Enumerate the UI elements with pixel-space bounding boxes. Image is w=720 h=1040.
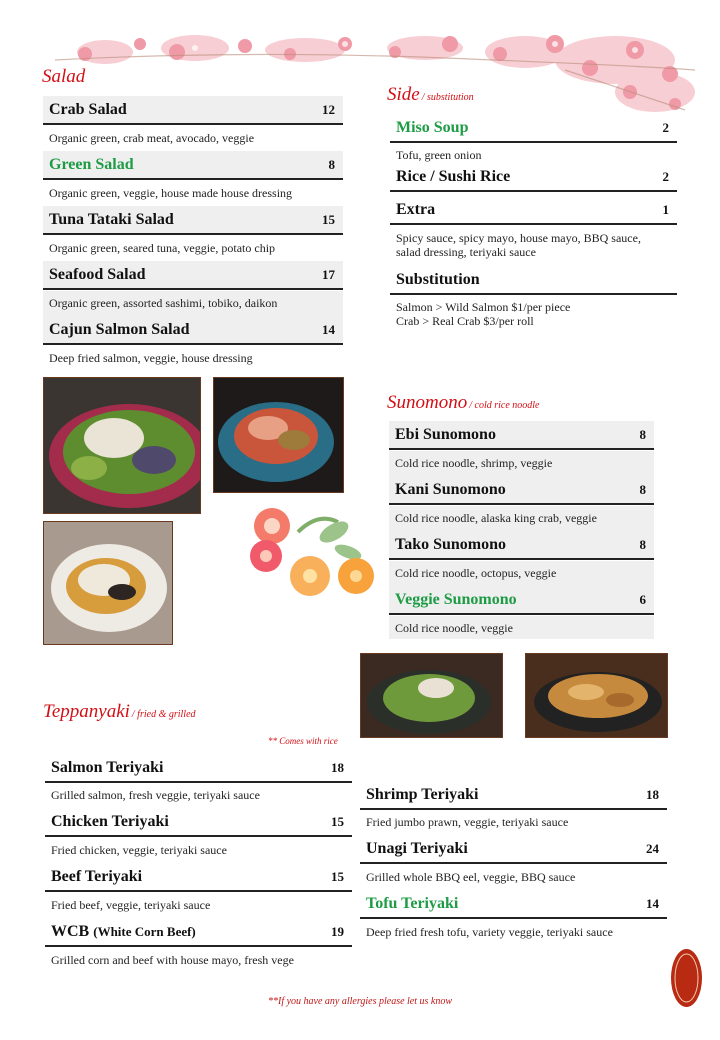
item-name: Green Salad: [49, 155, 134, 173]
menu-item-shrimp-teriyaki: [360, 781, 667, 810]
teppanyaki-photo-2: [525, 653, 668, 738]
item-description: Organic green, crab meat, avocado, veggie: [49, 131, 255, 145]
menu-item-crab-salad: [43, 96, 343, 125]
item-description: [390, 295, 677, 331]
menu-item-wcb: [45, 918, 352, 947]
menu-item-seafood-salad: [43, 261, 343, 290]
item-price: 12: [322, 101, 335, 117]
item-name-sub: (White Corn Beef): [93, 923, 196, 939]
salad-photo-2: [213, 377, 344, 493]
item-name: Cajun Salmon Salad: [49, 320, 190, 338]
item-name: Unagi Teriyaki: [366, 839, 468, 857]
item-name: Kani Sunomono: [395, 480, 506, 498]
item-price: 2: [662, 168, 669, 184]
menu-item-cajun-salmon-salad: [43, 316, 343, 345]
menu-item-substitution: [390, 266, 677, 295]
menu-item-miso-soup: [390, 114, 677, 143]
item-description: Deep fried fresh tofu, variety veggie, teriyaki sauce: [366, 925, 613, 939]
item-description-line: Spicy sauce, spicy mayo, house mayo, BBQ sauce,: [396, 231, 641, 245]
menu-item-green-salad: [43, 151, 343, 180]
item-price: 8: [639, 481, 646, 497]
menu-item-tuna-tataki-salad: [43, 206, 343, 235]
menu-item-unagi-teriyaki: [360, 835, 667, 864]
menu-item-kani-sunomono: [389, 476, 654, 505]
item-name: [51, 923, 196, 941]
item-price: 19: [331, 923, 344, 939]
item-description: Cold rice noodle, veggie: [389, 616, 654, 639]
item-name-main: WCB: [51, 922, 90, 940]
item-name: Extra: [396, 200, 436, 218]
menu-item-salmon-teriyaki: [45, 754, 352, 783]
item-price: 8: [639, 426, 646, 442]
teppanyaki-section-title: Teppanyaki / fried & grilled: [43, 701, 196, 722]
salad-photo-1: [43, 377, 201, 514]
item-description: Grilled corn and beef with house mayo, fresh vege: [51, 953, 294, 967]
item-description: Cold rice noodle, shrimp, veggie: [389, 451, 654, 476]
item-name: Tofu Teriyaki: [366, 894, 459, 912]
item-description: Grilled whole BBQ eel, veggie, BBQ sauce: [366, 870, 576, 884]
item-name: Seafood Salad: [49, 265, 146, 283]
item-description: Cold rice noodle, octopus, veggie: [389, 561, 654, 586]
item-price: 1: [662, 201, 669, 217]
item-price: 15: [331, 813, 344, 829]
item-description: Organic green, veggie, house made house dressing: [49, 186, 293, 200]
item-description-line: Crab > Real Crab $3/per roll: [396, 314, 534, 328]
item-name: Substitution: [396, 270, 480, 288]
menu-item-beef-teriyaki: [45, 863, 352, 892]
item-description: Organic green, seared tuna, veggie, potato chip: [49, 241, 276, 255]
item-description: Organic green, assorted sashimi, tobiko, daikon: [43, 291, 343, 316]
item-name: Chicken Teriyaki: [51, 812, 169, 830]
item-price: 15: [322, 211, 335, 227]
item-price: 24: [646, 840, 659, 856]
salad-photo-3: [43, 521, 173, 645]
salad-section-title: Salad: [42, 66, 86, 87]
item-description: Fried beef, veggie, teriyaki sauce: [51, 898, 211, 912]
menu-item-chicken-teriyaki: [45, 808, 352, 837]
allergy-note: **If you have any allergies please let us know: [267, 996, 453, 1007]
item-description: [390, 226, 677, 262]
item-description-line: Salmon > Wild Salmon $1/per piece: [396, 300, 571, 314]
item-description: Cold rice noodle, alaska king crab, veggie: [389, 506, 654, 531]
menu-item-ebi-sunomono: [389, 421, 654, 450]
item-price: 14: [646, 895, 659, 911]
sunomono-section-title: Sunomono / cold rice noodle: [387, 392, 540, 413]
menu-item-tofu-teriyaki: [360, 890, 667, 919]
item-price: 15: [331, 868, 344, 884]
item-description: Fried jumbo prawn, veggie, teriyaki sauce: [366, 815, 569, 829]
comes-with-rice-note: ** Comes with rice: [268, 736, 338, 746]
item-description: Grilled salmon, fresh veggie, teriyaki sauce: [51, 788, 260, 802]
menu-item-tako-sunomono: [389, 531, 654, 560]
item-price: 17: [322, 266, 335, 282]
item-price: 8: [328, 156, 335, 172]
item-description: Deep fried salmon, veggie, house dressing: [49, 351, 253, 365]
menu-item-extra: [390, 196, 677, 225]
teppanyaki-photo-1: [360, 653, 503, 738]
item-name: Rice / Sushi Rice: [396, 167, 511, 185]
item-name: Beef Teriyaki: [51, 867, 143, 885]
menu-item-rice: [390, 163, 677, 192]
item-name: Crab Salad: [49, 100, 127, 118]
item-description-line: salad dressing, teriyaki sauce: [396, 245, 536, 259]
menu-item-veggie-sunomono: [389, 586, 654, 615]
page-badge-decoration: [670, 948, 703, 1008]
item-name: Ebi Sunomono: [395, 425, 496, 443]
side-section-title: Side / substitution: [387, 84, 474, 105]
item-name: Salmon Teriyaki: [51, 758, 164, 776]
item-name: Shrimp Teriyaki: [366, 785, 479, 803]
item-price: 18: [646, 786, 659, 802]
item-price: 8: [639, 536, 646, 552]
item-name: Veggie Sunomono: [395, 590, 517, 608]
item-description: Fried chicken, veggie, teriyaki sauce: [51, 843, 227, 857]
item-name: Tako Sunomono: [395, 535, 507, 553]
flower-decoration: [238, 492, 388, 622]
item-price: 6: [639, 591, 646, 607]
item-name: Tuna Tataki Salad: [49, 210, 174, 228]
item-price: 18: [331, 759, 344, 775]
item-name: Miso Soup: [396, 118, 469, 136]
item-price: 14: [322, 321, 335, 337]
item-description: Tofu, green onion: [396, 148, 482, 162]
item-price: 2: [662, 119, 669, 135]
